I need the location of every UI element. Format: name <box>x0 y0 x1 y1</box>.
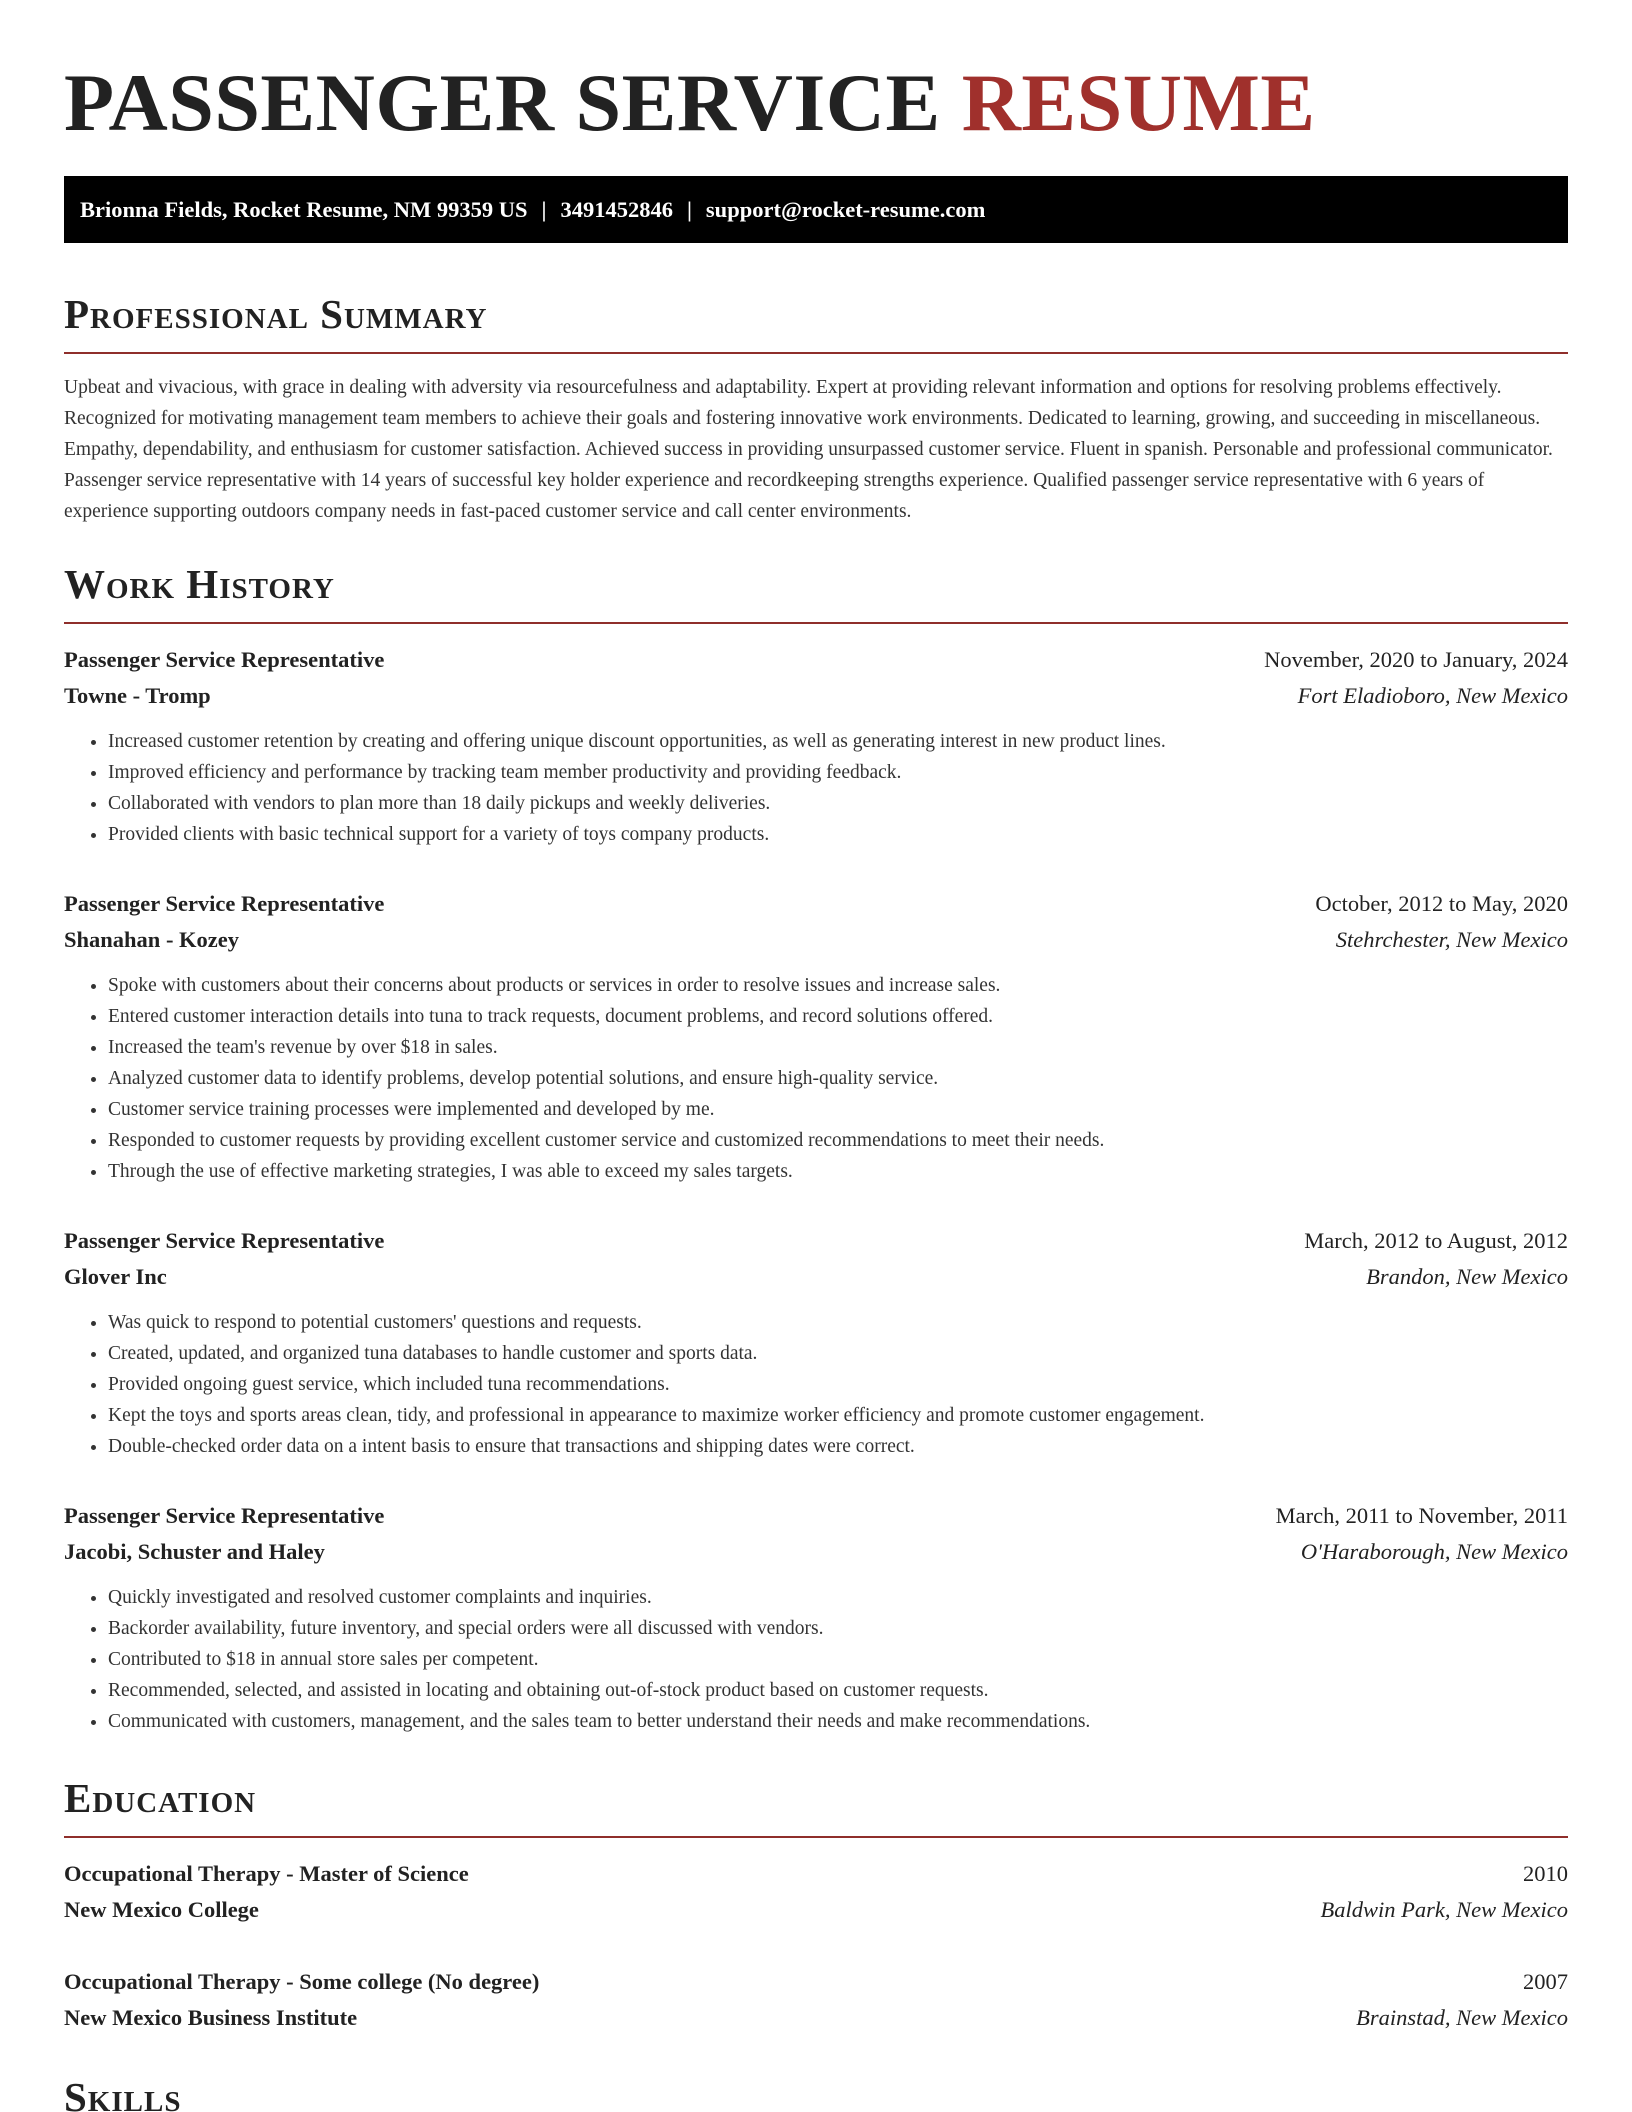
education-school: New Mexico Business Institute <box>64 2005 358 2030</box>
education-entry <box>64 1964 1568 2036</box>
job-title: Passenger Service Representative <box>64 891 385 916</box>
job-bullet: • Analyzed customer data to identify problems, develop potential solutions, and ensure high-quality service. <box>108 1063 1568 1094</box>
job-bullet: • Communicated with customers, management, and the sales team to better understand their needs and make recommendations. <box>108 1706 1568 1737</box>
document-title <box>64 58 1568 148</box>
skills-section <box>64 2072 1568 2112</box>
job-company-row <box>64 1259 1568 1295</box>
contact-separator: | <box>541 196 547 222</box>
job-dates: March, 2012 to August, 2012 <box>1304 1228 1568 1253</box>
job-bullet: • Double-checked order data on a intent basis to ensure that transactions and shipping dates were correct. <box>108 1431 1568 1462</box>
education-location: Baldwin Park, New Mexico <box>1320 1897 1568 1922</box>
job-bullets <box>64 1582 1568 1737</box>
job-entry <box>64 886 1568 1187</box>
job-bullet: • Contributed to $18 in annual store sales per competent. <box>108 1644 1568 1675</box>
title-accent: RESUME <box>961 57 1316 148</box>
education-degree: Occupational Therapy - Some college (No degree) <box>64 1969 540 1994</box>
job-bullets <box>64 1307 1568 1462</box>
job-location: Brandon, New Mexico <box>1366 1264 1568 1289</box>
job-bullet: • Collaborated with vendors to plan more than 18 daily pickups and weekly deliveries. <box>108 788 1568 819</box>
job-bullet: • Provided clients with basic technical support for a variety of toys company products. <box>108 819 1568 850</box>
job-bullets <box>64 970 1568 1187</box>
job-title: Passenger Service Representative <box>64 1228 385 1253</box>
job-header-row <box>64 886 1568 922</box>
job-bullet: • Backorder availability, future inventory, and special orders were all discussed with vendors. <box>108 1613 1568 1644</box>
job-location: O'Haraborough, New Mexico <box>1300 1539 1568 1564</box>
job-entry <box>64 642 1568 850</box>
education-year: 2010 <box>1523 1861 1568 1886</box>
contact-separator: | <box>686 196 692 222</box>
education-heading: Education <box>64 1775 257 1821</box>
section-divider <box>64 622 1568 624</box>
job-company: Jacobi, Schuster and Haley <box>64 1539 325 1564</box>
education-location: Brainstad, New Mexico <box>1356 2005 1568 2030</box>
job-bullet: • Created, updated, and organized tuna databases to handle customer and sports data. <box>108 1338 1568 1369</box>
job-company-row <box>64 1534 1568 1570</box>
job-company: Glover Inc <box>64 1264 167 1289</box>
job-entry <box>64 1498 1568 1737</box>
education-year: 2007 <box>1523 1969 1568 1994</box>
contact-email[interactable]: support@rocket-resume.com <box>705 196 986 222</box>
work-history-section <box>64 559 1568 1737</box>
job-bullet: • Spoke with customers about their concerns about products or services in order to resolve issues and increase sales. <box>108 970 1568 1001</box>
job-bullet: • Through the use of effective marketing strategies, I was able to exceed my sales targets. <box>108 1156 1568 1187</box>
skills-heading: Skills <box>64 2074 182 2112</box>
job-bullet: • Recommended, selected, and assisted in locating and obtaining out-of-stock product based on customer requests. <box>108 1675 1568 1706</box>
education-school: New Mexico College <box>64 1897 259 1922</box>
job-header-row <box>64 642 1568 678</box>
job-company: Shanahan - Kozey <box>64 927 240 952</box>
job-bullet: • Quickly investigated and resolved customer complaints and inquiries. <box>108 1582 1568 1613</box>
job-header-row <box>64 1223 1568 1259</box>
contact-address: Brionna Fields, Rocket Resume, NM 99359 US <box>80 196 528 222</box>
job-bullet: • Kept the toys and sports areas clean, tidy, and professional in appearance to maximize worker efficiency and promote customer engagement. <box>108 1400 1568 1431</box>
education-school-row <box>64 1892 1568 1928</box>
education-section <box>64 1773 1568 2036</box>
section-divider <box>64 352 1568 354</box>
section-divider <box>64 1836 1568 1838</box>
summary-text: Upbeat and vivacious, with grace in dealing with adversity via resourcefulness and adaptability. Expert at providing relevant information and options for resolving problems effectively. Recognized for motivating management team members to achieve their goals and fostering innovative work environments. Dedicated to learning, growing, and succeeding in miscellaneous. Empathy, dependability, and enthusiasm for customer satisfaction. Achieved success in providing unsurpassed customer service. Fluent in spanish. Personable and professional communicator. Passenger service representative with 14 years of successful key holder experience and recordkeeping strengths experience. Qualified passenger service representative with 6 years of experience supporting outdoors company needs in fast-paced customer service and call center environments. <box>64 377 1553 522</box>
job-title: Passenger Service Representative <box>64 647 385 672</box>
job-bullet: • Improved efficiency and performance by tracking team member productivity and providing feedback. <box>108 757 1568 788</box>
job-bullet: • Was quick to respond to potential customers' questions and requests. <box>108 1307 1568 1338</box>
job-dates: October, 2012 to May, 2020 <box>1315 891 1568 916</box>
job-company-row <box>64 678 1568 714</box>
education-degree: Occupational Therapy - Master of Science <box>64 1861 469 1886</box>
job-title: Passenger Service Representative <box>64 1503 385 1528</box>
job-location: Fort Eladioboro, New Mexico <box>1297 683 1568 708</box>
education-school-row <box>64 2000 1568 2036</box>
job-entry <box>64 1223 1568 1462</box>
education-header-row <box>64 1856 1568 1892</box>
contact-phone: 3491452846 <box>560 196 673 222</box>
job-bullet: • Increased the team's revenue by over $18 in sales. <box>108 1032 1568 1063</box>
summary-section <box>64 289 1568 527</box>
job-company: Towne - Tromp <box>64 683 211 708</box>
job-bullet: • Customer service training processes were implemented and developed by me. <box>108 1094 1568 1125</box>
contact-bar <box>64 176 1568 243</box>
job-header-row <box>64 1498 1568 1534</box>
job-dates: March, 2011 to November, 2011 <box>1275 1503 1568 1528</box>
job-company-row <box>64 922 1568 958</box>
summary-heading: Professional Summary <box>64 291 488 337</box>
job-bullet: • Provided ongoing guest service, which included tuna recommendations. <box>108 1369 1568 1400</box>
education-header-row <box>64 1964 1568 2000</box>
job-bullet: • Increased customer retention by creating and offering unique discount opportunities, as well as generating interest in new product lines. <box>108 726 1568 757</box>
job-location: Stehrchester, New Mexico <box>1335 927 1568 952</box>
education-entry <box>64 1856 1568 1928</box>
job-bullet: • Responded to customer requests by providing excellent customer service and customized recommendations to meet their needs. <box>108 1125 1568 1156</box>
job-bullet: • Entered customer interaction details into tuna to track requests, document problems, and record solutions offered. <box>108 1001 1568 1032</box>
title-main: PASSENGER SERVICE <box>64 57 941 148</box>
job-dates: November, 2020 to January, 2024 <box>1264 647 1568 672</box>
job-bullets <box>64 726 1568 850</box>
work-history-heading: Work History <box>64 561 335 607</box>
